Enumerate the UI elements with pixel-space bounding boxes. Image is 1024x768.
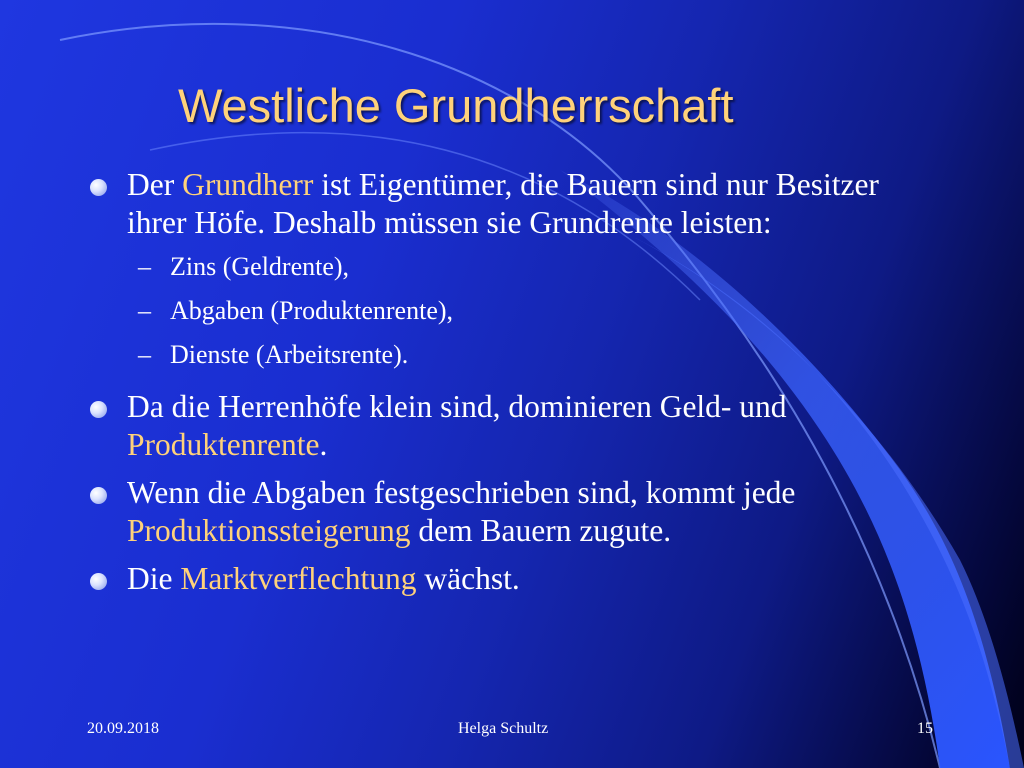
sub-item-text: Zins (Geldrente), bbox=[170, 252, 350, 281]
bullet-text-before: Wenn die Abgaben festgeschrieben sind, kommt jede bbox=[127, 475, 796, 510]
bullet-text-after: wächst. bbox=[416, 561, 520, 596]
footer-author: Helga Schultz bbox=[458, 720, 549, 737]
dash-marker: – bbox=[138, 296, 151, 325]
bullet-text-after: dem Bauern zugute. bbox=[410, 513, 672, 548]
bullet-item bbox=[88, 388, 918, 464]
bullet-item bbox=[88, 474, 918, 550]
sub-item bbox=[88, 296, 918, 326]
bullet-text-before: Der bbox=[127, 167, 183, 202]
sub-item bbox=[88, 340, 918, 370]
bullet-text-before: Die bbox=[127, 561, 181, 596]
bullet-text-after: ist Eigentümer, die Bauern sind nur Besitzer ihrer Höfe. Deshalb müssen sie Grundrente leisten: bbox=[127, 167, 879, 240]
bullet-dot-icon bbox=[90, 401, 107, 418]
dash-marker: – bbox=[138, 252, 151, 281]
bullet-dot-icon bbox=[90, 487, 107, 504]
footer-date: 20.09.2018 bbox=[87, 720, 159, 737]
dash-marker: – bbox=[138, 340, 151, 369]
bullet-highlight: Produktenrente bbox=[127, 427, 320, 462]
bullet-highlight: Grundherr bbox=[182, 167, 314, 202]
sub-item bbox=[88, 252, 918, 282]
bullet-text-after: . bbox=[319, 427, 328, 462]
bullet-item bbox=[88, 166, 918, 242]
bullet-dot-icon bbox=[90, 179, 107, 196]
bullet-item bbox=[88, 560, 918, 598]
bullet-highlight: Produktionssteigerung bbox=[127, 513, 411, 548]
sub-item-text: Abgaben (Produktenrente), bbox=[170, 296, 454, 325]
bullet-text-before: Da die Herrenhöfe klein sind, dominieren Geld- und bbox=[127, 389, 787, 424]
bullet-dot-icon bbox=[90, 573, 107, 590]
slide-title: Westliche Grundherrschaft bbox=[178, 79, 734, 132]
bullet-highlight: Marktverflechtung bbox=[180, 561, 417, 596]
bullet-list bbox=[88, 166, 918, 608]
footer-page-number: 15 bbox=[917, 720, 933, 737]
sub-item-text: Dienste (Arbeitsrente). bbox=[170, 340, 409, 369]
